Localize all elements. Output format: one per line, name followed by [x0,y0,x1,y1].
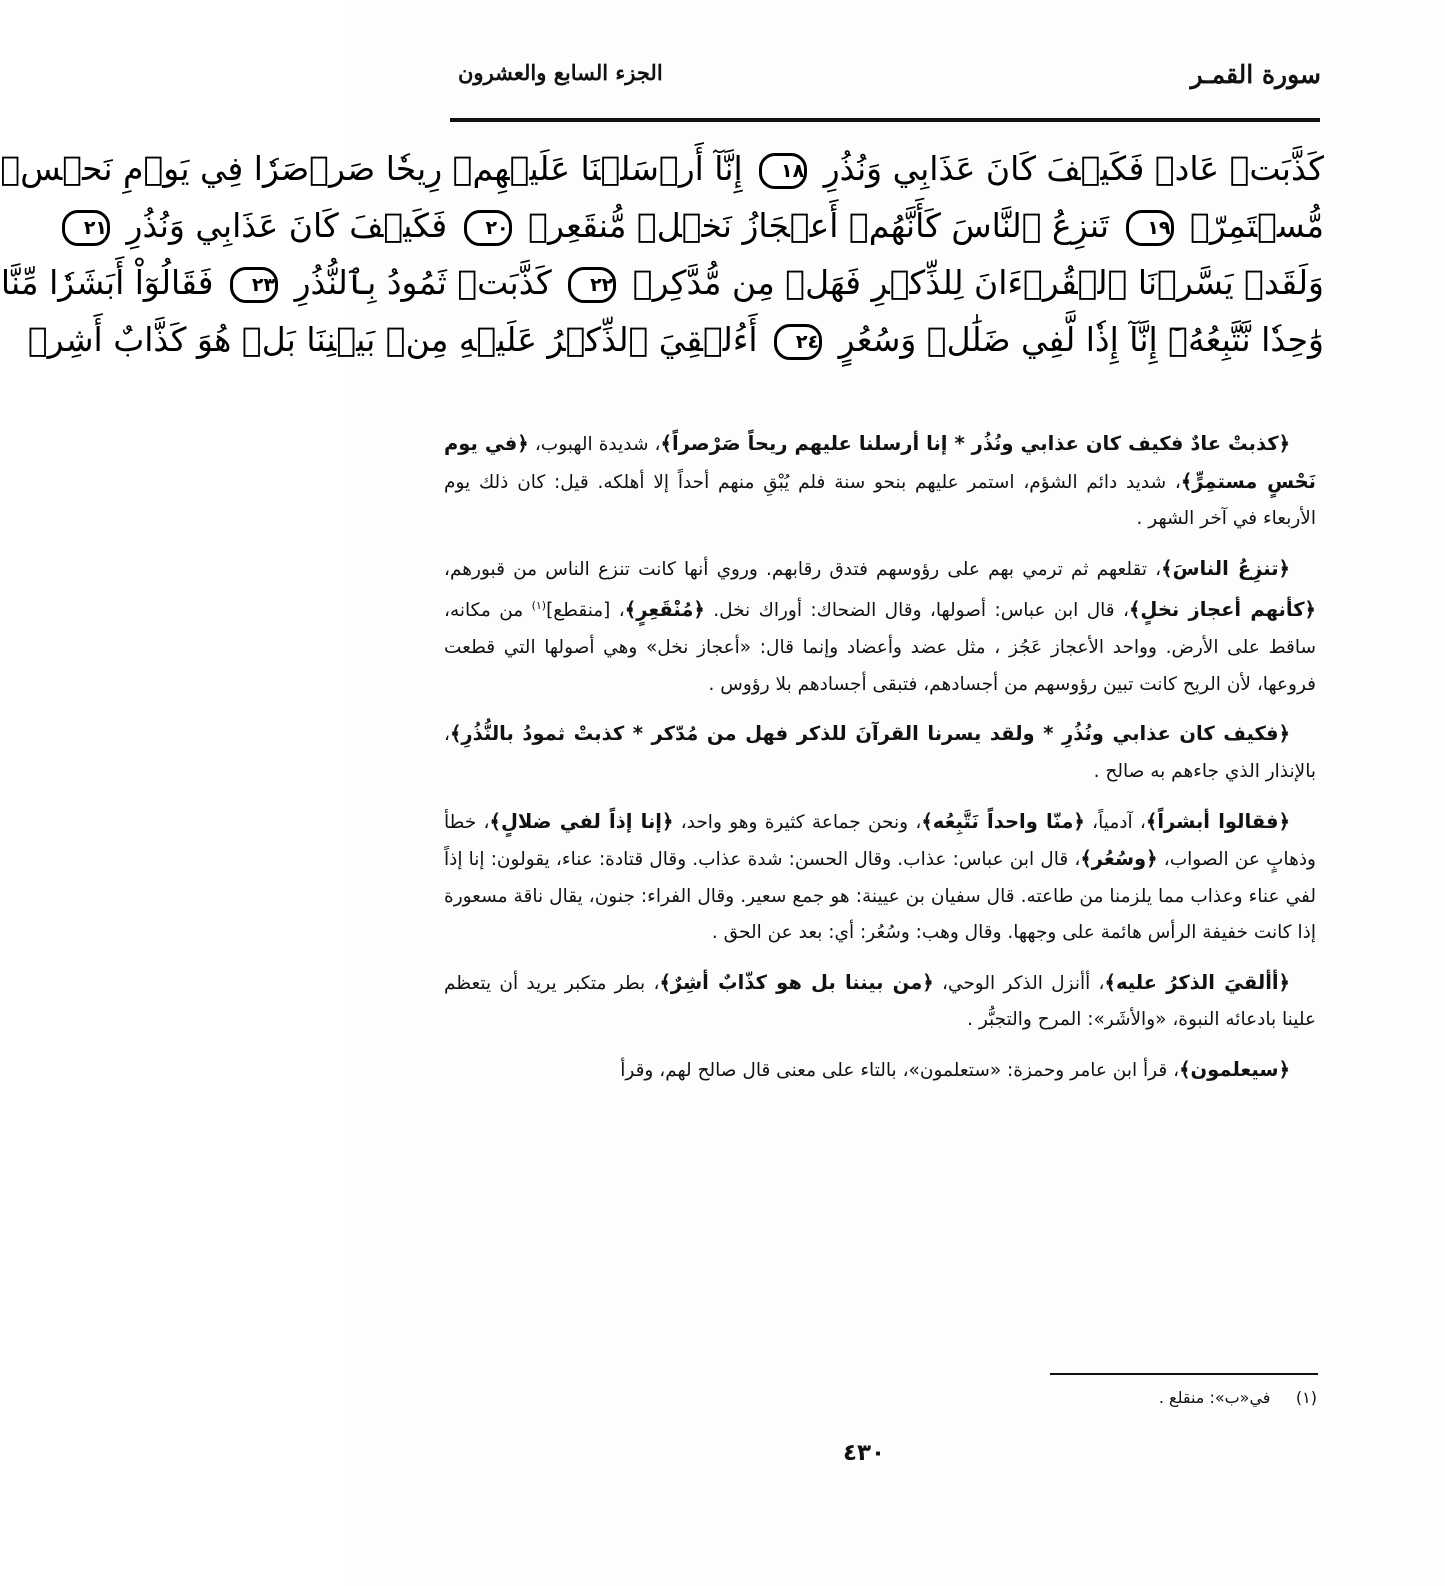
quoted-verse: ﴿تنزِعُ الناسَ﴾ [1161,556,1290,580]
verse-number-marker: ١٩ [1126,210,1174,246]
verse-number-marker: ٢١ [62,210,110,246]
verse-number-marker: ٢٢ [568,267,616,303]
commentary-text: ، قال ابن عباس: أصولها، وقال الضحاك: أوراك نخل. [704,600,1129,622]
quoted-verse: ﴿في يوم نَحْسٍ مستمِرٍّ﴾ [444,432,1317,493]
quoted-verse: ﴿من بيننا بل هو كذّابٌ أشِرٌ﴾ [659,970,934,994]
verse-line [83,197,1324,254]
quoted-verse: ﴿سيعلمون﴾ [1179,1058,1290,1082]
page-number: ٤٣٠ [842,1440,886,1466]
commentary-text: ، [منقطع] [546,600,625,622]
quoted-verse: ﴿وسُعُر﴾ [1080,847,1158,871]
quoted-verse: ﴿إنا إذاً لفي ضلالٍ﴾ [489,809,674,833]
tafsir-commentary [444,426,1316,1103]
verse-text: وَلَقَدۡ يَسَّرۡنَا ٱلۡقُرۡءَانَ لِلذِّكۡرِ فَهَلۡ مِن مُّدَّكِرٖ [632,263,1324,302]
footnote-reference: (١) [531,599,547,613]
verse-line [0,254,1324,311]
footnote-text: في«ب»: منقلع . [1158,1388,1271,1407]
verse-number-marker: ٢٤ [774,324,822,360]
commentary-text: ، شديدة الهبوب، [528,434,661,455]
quoted-verse: ﴿فقالوا أبشراً﴾ [1145,809,1290,833]
footnote [1159,1388,1317,1407]
commentary-text: ، بطر متكبر يريد أن يتعظم علينا بادعائه النبوة، «والأشَر»: المرح والتجبُّر . [444,972,1316,1031]
quoted-verse: ﴿أألقيَ الذكرُ عليه﴾ [1104,970,1290,994]
verse-text: وَٰحِدٗا نَّتَّبِعُهُۥٓ إِنَّآ إِذٗا لَّفِي ضَلَٰلٖ وَسُعُرٍ [838,320,1324,359]
verse-text: مُّسۡتَمِرّٖ [1190,206,1324,245]
commentary-text: من مكانه، ساقط على الأرض. وواحد الأعجاز عَجُز ، مثل عضد وأعضاد وإنما قال: «أعجاز نخل» وهي أصولها التي قطعت فروعها، لأن الريح كانت تبين رؤوسهم من أجسادهم، فتبقى أجسادهم بلا رؤوس . [444,600,1316,695]
verse-text: أَءُلۡقِيَ ٱلذِّكۡرُ عَلَيۡهِ مِنۢ بَيۡنِنَا بَلۡ هُوَ كَذَّابٌ أَشِرٞ [27,320,758,359]
commentary-text: ، ونحن جماعة كثيرة وهو واحد، [673,811,922,833]
commentary-text: ، قال ابن عباس: عذاب. وقال الحسن: شدة عذاب. وقال قتادة: عناء، يقولون: إنا إذاً لفي عناء وعذاب مما يلزمنا من طاعته. قال سفيان بن عيينة: هو جمع سعير. وقال الفراء: جنون، يقال ناقة مسعورة إذا كانت خفيفة الرأس هائمة على وجهها. وقال وهب: وسُعُر: أي: بعد عن الحق . [444,849,1316,944]
commentary-text: ، شديد دائم الشؤم، استمر عليهم بنحو سنة فلم يُبْقِ منهم أحداً إلا أهلكه. قيل: كان ذلك يوم الأربعاء في آخر الشهر . [444,471,1316,530]
commentary-text: ، بالإنذار الذي جاءهم به صالح . [444,724,1316,782]
quoted-verse: ﴿مُنْقَعِرٍ﴾ [624,598,705,622]
verse-line [0,140,1324,197]
commentary-text: ، خطأ وذهابٍ عن الصواب، [444,811,1316,871]
commentary-paragraph [444,551,1316,704]
commentary-paragraph [444,804,1316,952]
verse-text: إِنَّآ أَرۡسَلۡنَا عَلَيۡهِمۡ رِيحٗا صَرۡصَرٗا فِي يَوۡمِ نَحۡسٖ [0,149,743,188]
verse-number-marker: ٢٣ [230,267,278,303]
verse-text: كَذَّبَتۡ ثَمُودُ بِٱلنُّذُرِ [294,263,552,302]
verse-text: كَذَّبَتۡ عَادٞ فَكَيۡفَ كَانَ عَذَابِي وَنُذُرِ [823,149,1324,188]
quoted-verse: ﴿منّا واحداً نَتَّبِعُه﴾ [921,809,1085,833]
header-rule [450,118,1320,122]
quoted-verse: ﴿فكيف كان عذابي ونُذُرِ * ولقد يسرنا القرآنَ للذكر فهل من مُدّكر * كذبتْ ثمودُ بالنُّذُرِ﴾ [449,722,1290,746]
commentary-text: ، تقلعهم ثم ترمي بهم على رؤوسهم فتدق رقابهم. وروي أنها كانت تنزع الناس من قبورهم، [444,558,1162,580]
running-header [444,60,1321,102]
commentary-text: ، قرأ ابن عامر وحمزة: «ستعلمون»، بالتاء على معنى قال صالح لهم، وقرأ [620,1060,1180,1082]
footnote-rule [1050,1373,1318,1375]
verse-number-marker: ١٨ [759,153,807,189]
commentary-paragraph [444,965,1316,1039]
commentary-paragraph [444,426,1316,538]
quoted-verse: ﴿كذبتْ عادٌ فكيف كان عذابي ونُذُر * إنا أرسلنا عليهم ريحاً صَرْصراً﴾ [660,432,1290,455]
verse-text: فَقَالُوٓاْ أَبَشَرٗا مِّنَّا [0,263,214,302]
commentary-text: ، أأنزل الذكر الوحي، [933,972,1105,994]
verse-line [27,311,1324,368]
commentary-paragraph [444,716,1316,790]
commentary-paragraph [444,1052,1316,1090]
quoted-verse: ﴿كأنهم أعجاز نخلٍ﴾ [1128,598,1316,622]
juz-title: الجزء السابع والعشرون [458,60,663,85]
verse-text: تَنزِعُ ٱلنَّاسَ كَأَنَّهُمۡ أَعۡجَازُ نَخۡلٖ مُّنقَعِرٖ [528,206,1110,245]
quran-verses-block [0,140,1324,368]
footnote-number: (١) [1295,1388,1317,1407]
surah-title: سورة القمـر [1190,60,1321,89]
verse-number-marker: ٢٠ [464,210,512,246]
verse-text: فَكَيۡفَ كَانَ عَذَابِي وَنُذُرِ [126,206,448,245]
commentary-text: ، آدمياً، [1084,811,1146,833]
